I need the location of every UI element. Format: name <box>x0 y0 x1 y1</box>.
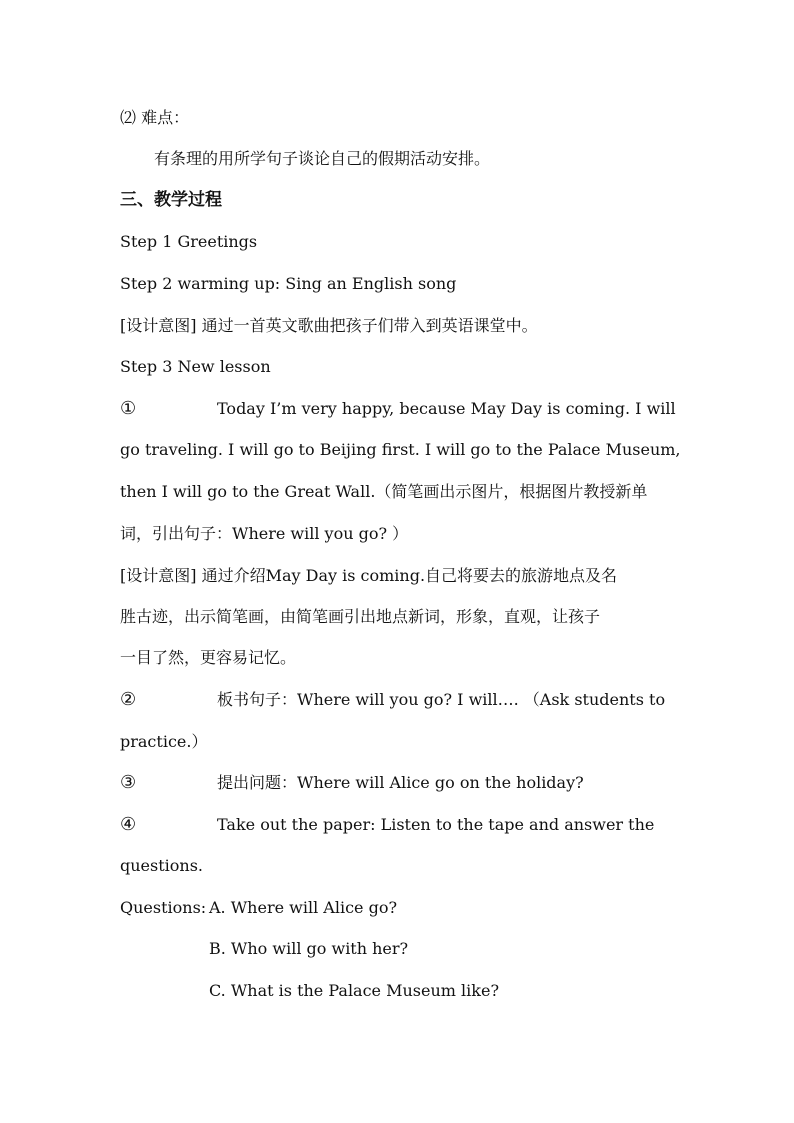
question-c: C. What is the Palace Museum like? <box>209 981 500 1000</box>
item-text: Today I’m very happy, because May Day is coming. I will <box>217 399 676 418</box>
item-text: 板书句子：Where will you go? I will…. （Ask students to <box>217 690 666 709</box>
step-1: Step 1 Greetings <box>120 232 258 251</box>
item-text: Take out the paper: Listen to the tape and answer the <box>217 815 655 834</box>
design-intent-2: 一目了然，更容易记忆。 <box>120 648 297 667</box>
item-1-continuation: then I will go to the Great Wall.（简笔画出示图片，根据图片教授新单 <box>120 482 648 501</box>
item-number: ① <box>120 398 137 419</box>
item-number: ② <box>120 689 137 710</box>
question-a: A. Where will Alice go? <box>209 898 398 917</box>
item-1-continuation: go traveling. I will go to Beijing first. I will go to the Palace Museum, <box>120 440 681 459</box>
section-heading: 三、教学过程 <box>120 190 222 210</box>
item-2-continuation: practice.） <box>120 732 208 751</box>
step-3: Step 3 New lesson <box>120 357 271 376</box>
design-intent-2: [设计意图] 通过介绍May Day is coming.自己将要去的旅游地点及名 <box>120 566 618 585</box>
questions-label: Questions: <box>120 898 207 917</box>
difficulty-label: ⑵ 难点： <box>120 108 190 127</box>
question-b: B. Who will go with her? <box>209 939 409 958</box>
step-2: Step 2 warming up: Sing an English song <box>120 274 457 293</box>
design-intent-2: 胜古迹，出示简笔画，由简笔画引出地点新词，形象，直观，让孩子 <box>120 607 601 626</box>
item-4-continuation: questions. <box>120 856 204 875</box>
difficulty-text: 有条理的用所学句子谈论自己的假期活动安排。 <box>154 149 491 168</box>
item-text: 提出问题：Where will Alice go on the holiday? <box>217 773 584 792</box>
item-1-continuation: 词，引出句子：Where will you go? ） <box>120 524 409 543</box>
item-number: ③ <box>120 772 137 793</box>
design-intent-1: [设计意图] 通过一首英文歌曲把孩子们带入到英语课堂中。 <box>120 316 538 335</box>
item-number: ④ <box>120 814 137 835</box>
